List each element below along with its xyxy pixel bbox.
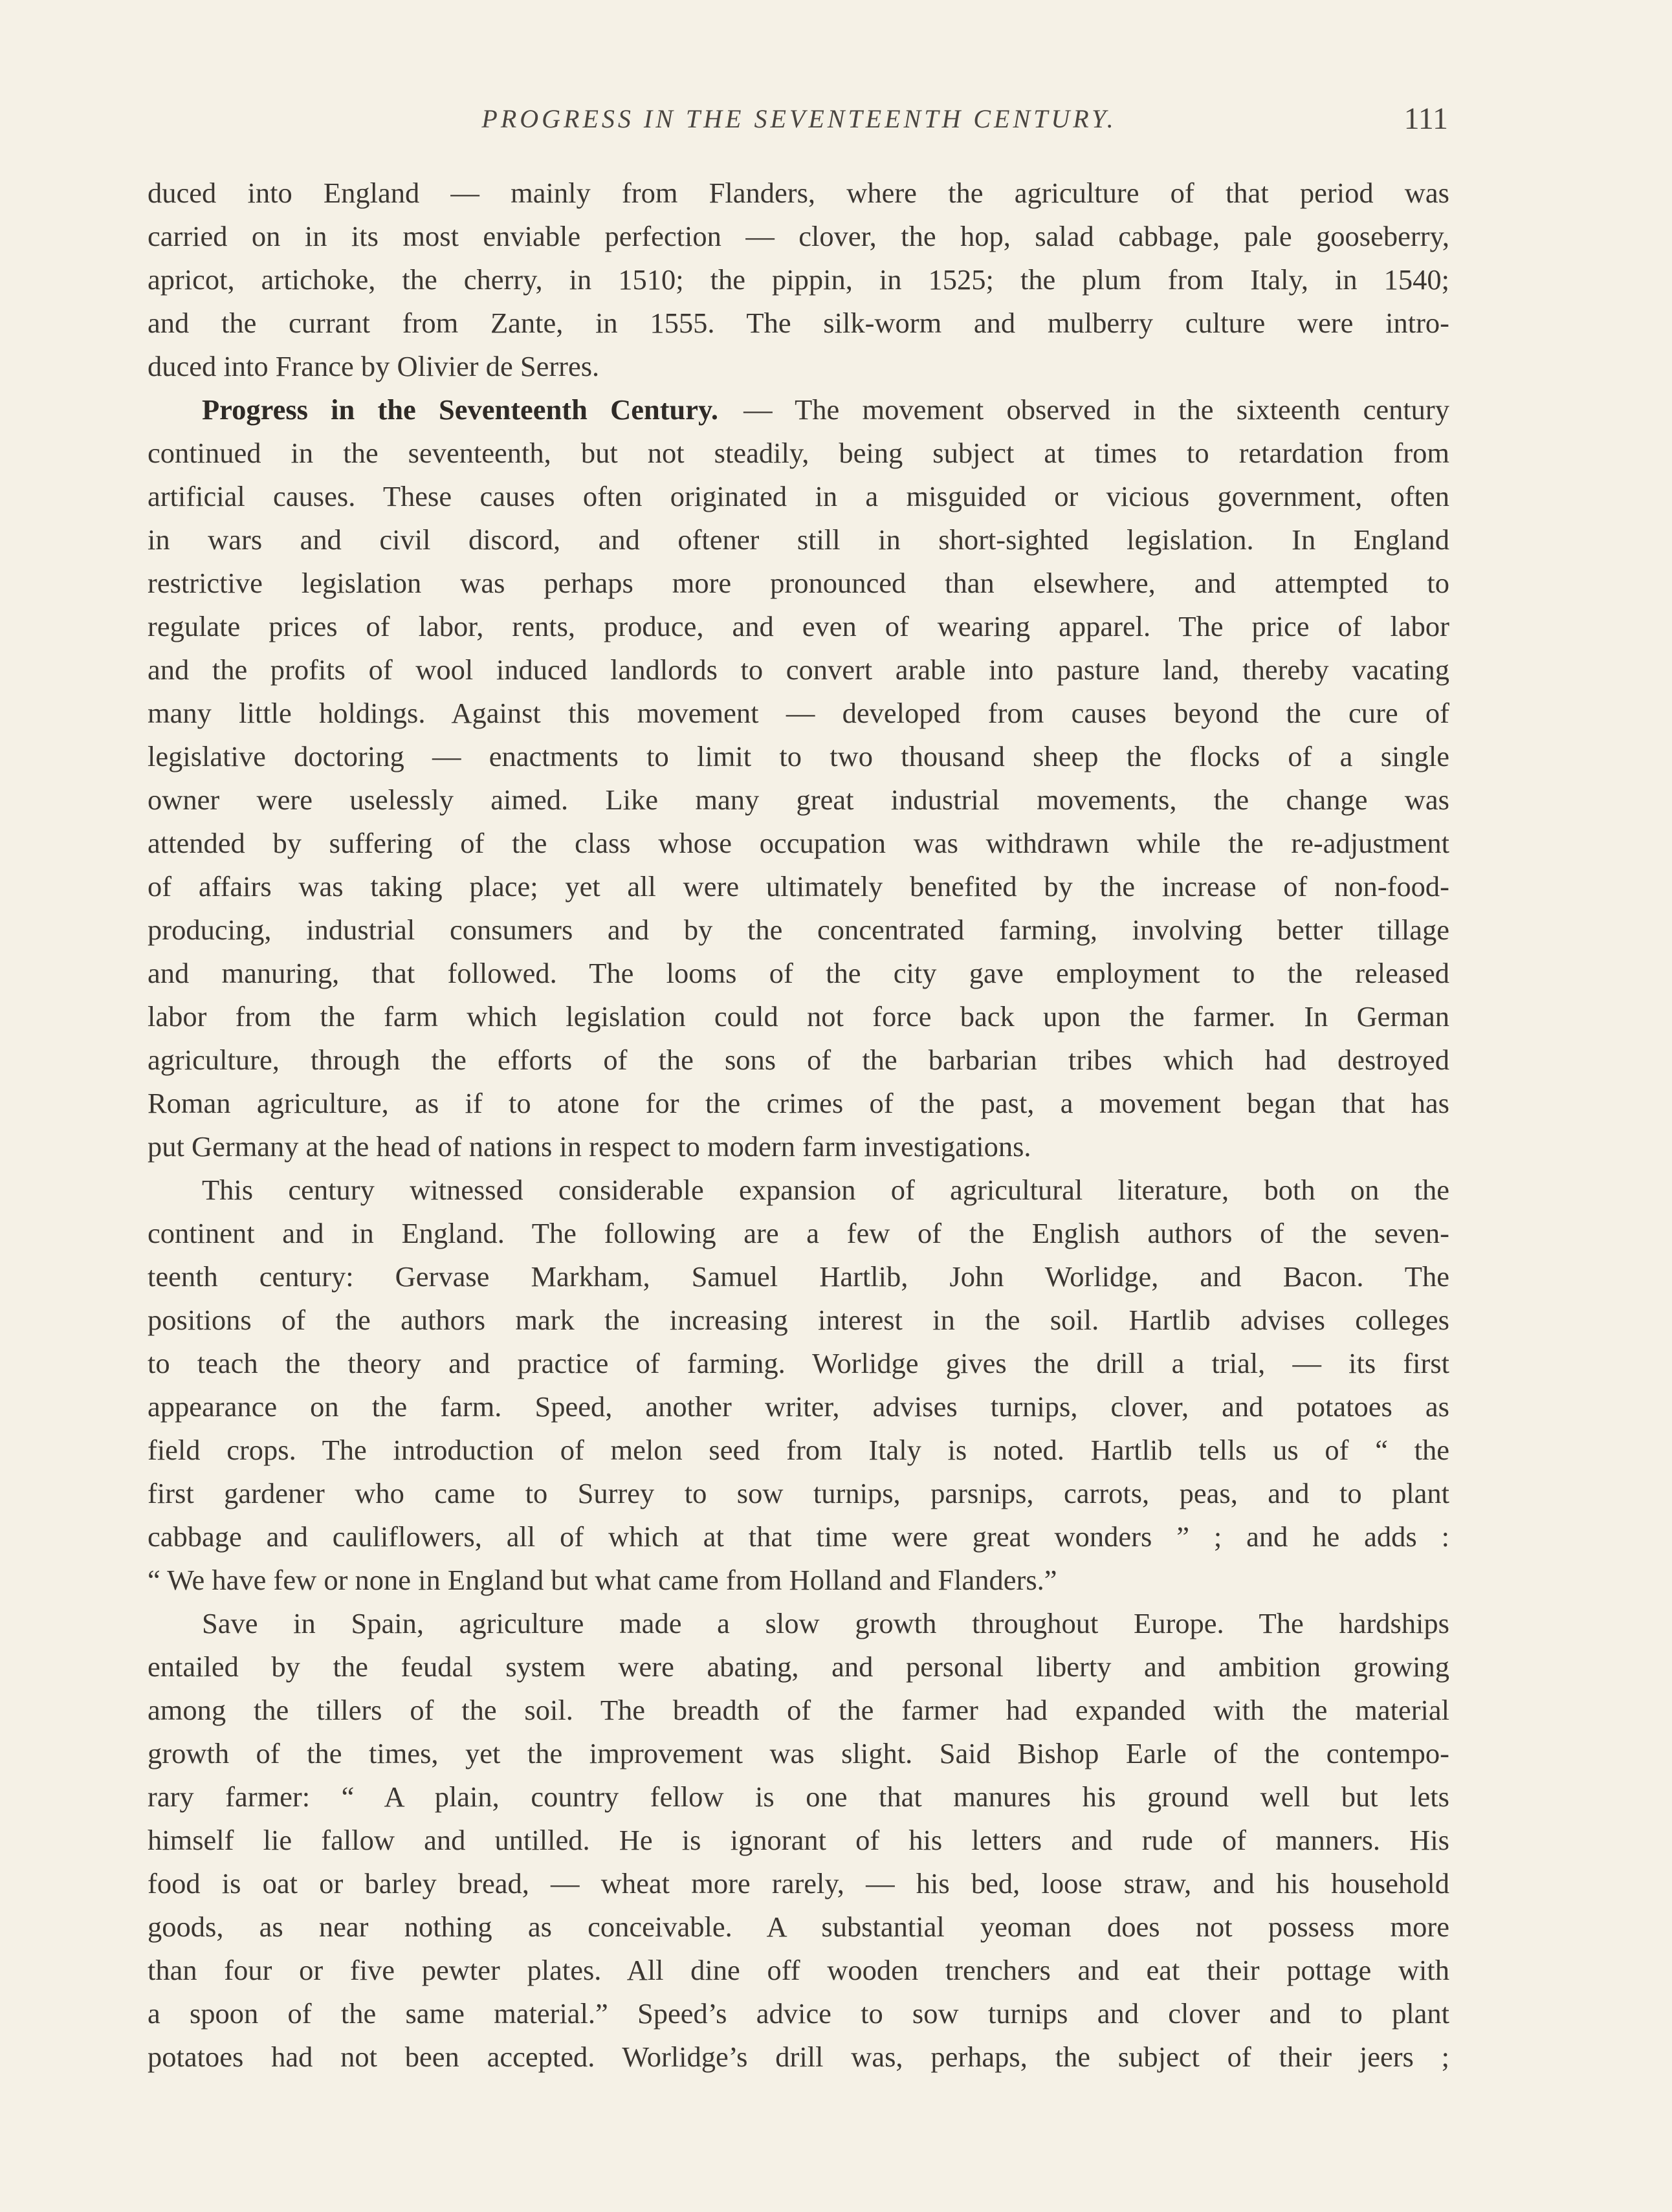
text-run: — The movement observed in the sixteenth century xyxy=(743,393,1450,426)
text-line: entailed by the feudal system were abating, and personal liberty and ambition growing xyxy=(148,1650,1449,1683)
text-line: than four or five pewter plates. All dine off wooden trenchers and eat their pottage with xyxy=(148,1954,1449,1986)
text-line: among the tillers of the soil. The breadth of the farmer had expanded with the material xyxy=(148,1694,1449,1726)
text-line: to teach the theory and practice of farming. Worlidge gives the drill a trial, — its first xyxy=(148,1347,1449,1379)
text-line: rary farmer: “ A plain, country fellow is one that manures his ground well but lets xyxy=(148,1780,1449,1813)
text-line: growth of the times, yet the improvement was slight. Said Bishop Earle of the contempo- xyxy=(148,1737,1449,1769)
text-line: first gardener who came to Surrey to sow turnips, parsnips, carrots, peas, and to plant xyxy=(148,1477,1449,1509)
text-line: duced into France by Olivier de Serres. xyxy=(148,350,600,382)
page-number: 111 xyxy=(1403,102,1448,136)
text-line: producing, industrial consumers and by the concentrated farming, involving better tillage xyxy=(148,914,1449,946)
text-line: regulate prices of labor, rents, produce, and even of wearing apparel. The price of labor xyxy=(148,610,1449,642)
text-line: agriculture, through the efforts of the sons of the barbarian tribes which had destroyed xyxy=(148,1044,1449,1076)
text-line: and manuring, that followed. The looms of the city gave employment to the released xyxy=(148,957,1449,989)
paragraph xyxy=(148,1602,1449,2079)
text-line: artificial causes. These causes often originated in a misguided or vicious government, often xyxy=(148,480,1449,512)
text-line: positions of the authors mark the increasing interest in the soil. Hartlib advises colleges xyxy=(148,1304,1449,1336)
text-line: legislative doctoring — enactments to limit to two thousand sheep the flocks of a single xyxy=(148,740,1449,772)
page-header xyxy=(150,104,1448,149)
text-line: many little holdings. Against this movement — developed from causes beyond the cure of xyxy=(148,697,1449,729)
section-heading: Progress in the Seventeenth Century. xyxy=(202,393,718,426)
text-line: food is oat or barley bread, — wheat more rarely, — his bed, loose straw, and his household xyxy=(148,1867,1449,1900)
text-line: of affairs was taking place; yet all were ultimately benefited by the increase of non-food- xyxy=(148,870,1449,903)
text-body xyxy=(148,171,1449,2079)
text-line: labor from the farm which legislation could not force back upon the farmer. In German xyxy=(148,1000,1449,1033)
paragraph xyxy=(148,171,1449,388)
text-line: duced into England — mainly from Flanders, where the agriculture of that period was xyxy=(148,177,1449,209)
text-line: potatoes had not been accepted. Worlidge’s drill was, perhaps, the subject of their jeers ; xyxy=(148,2041,1449,2073)
text-line: carried on in its most enviable perfection — clover, the hop, salad cabbage, pale gooseberry, xyxy=(148,220,1449,252)
text-line: put Germany at the head of nations in respect to modern farm investigations. xyxy=(148,1130,1031,1163)
text-line: field crops. The introduction of melon seed from Italy is noted. Hartlib tells us of “ the xyxy=(148,1434,1449,1466)
text-line: attended by suffering of the class whose occupation was withdrawn while the re-adjustment xyxy=(148,827,1449,859)
text-line: owner were uselessly aimed. Like many great industrial movements, the change was xyxy=(148,783,1449,816)
text-line: and the currant from Zante, in 1555. The silk-worm and mulberry culture were intro- xyxy=(148,307,1449,339)
text-line: “ We have few or none in England but what came from Holland and Flanders.” xyxy=(148,1564,1057,1596)
text-line xyxy=(148,388,1449,432)
text-line: appearance on the farm. Speed, another writer, advises turnips, clover, and potatoes as xyxy=(148,1390,1449,1423)
text-line: Roman agriculture, as if to atone for the crimes of the past, a movement began that has xyxy=(148,1087,1449,1119)
text-line: goods, as near nothing as conceivable. A substantial yeoman does not possess more xyxy=(148,1911,1449,1943)
text-line: himself lie fallow and untilled. He is ignorant of his letters and rude of manners. His xyxy=(148,1824,1449,1856)
text-line: in wars and civil discord, and oftener still in short-sighted legislation. In England xyxy=(148,523,1449,556)
text-line: apricot, artichoke, the cherry, in 1510; the pippin, in 1525; the plum from Italy, in 1540; xyxy=(148,263,1449,296)
text-line: cabbage and cauliflowers, all of which at that time were great wonders ” ; and he adds : xyxy=(148,1520,1449,1553)
text-line: restrictive legislation was perhaps more pronounced than elsewhere, and attempted to xyxy=(148,567,1449,599)
paragraph xyxy=(148,388,1449,1168)
text-line: teenth century: Gervase Markham, Samuel Hartlib, John Worlidge, and Bacon. The xyxy=(148,1260,1449,1293)
text-line: Save in Spain, agriculture made a slow growth throughout Europe. The hardships xyxy=(202,1607,1449,1639)
text-line: and the profits of wool induced landlords to convert arable into pasture land, thereby vacating xyxy=(148,653,1449,686)
text-line: continued in the seventeenth, but not steadily, being subject at times to retardation from xyxy=(148,437,1449,469)
running-head: PROGRESS IN THE SEVENTEENTH CENTURY. xyxy=(481,104,1117,133)
text-line: This century witnessed considerable expansion of agricultural literature, both on the xyxy=(202,1174,1449,1206)
paragraph xyxy=(148,1168,1449,1602)
text-line: continent and in England. The following are a few of the English authors of the seven- xyxy=(148,1217,1449,1249)
text-line: a spoon of the same material.” Speed’s advice to sow turnips and clover and to plant xyxy=(148,1997,1449,2030)
